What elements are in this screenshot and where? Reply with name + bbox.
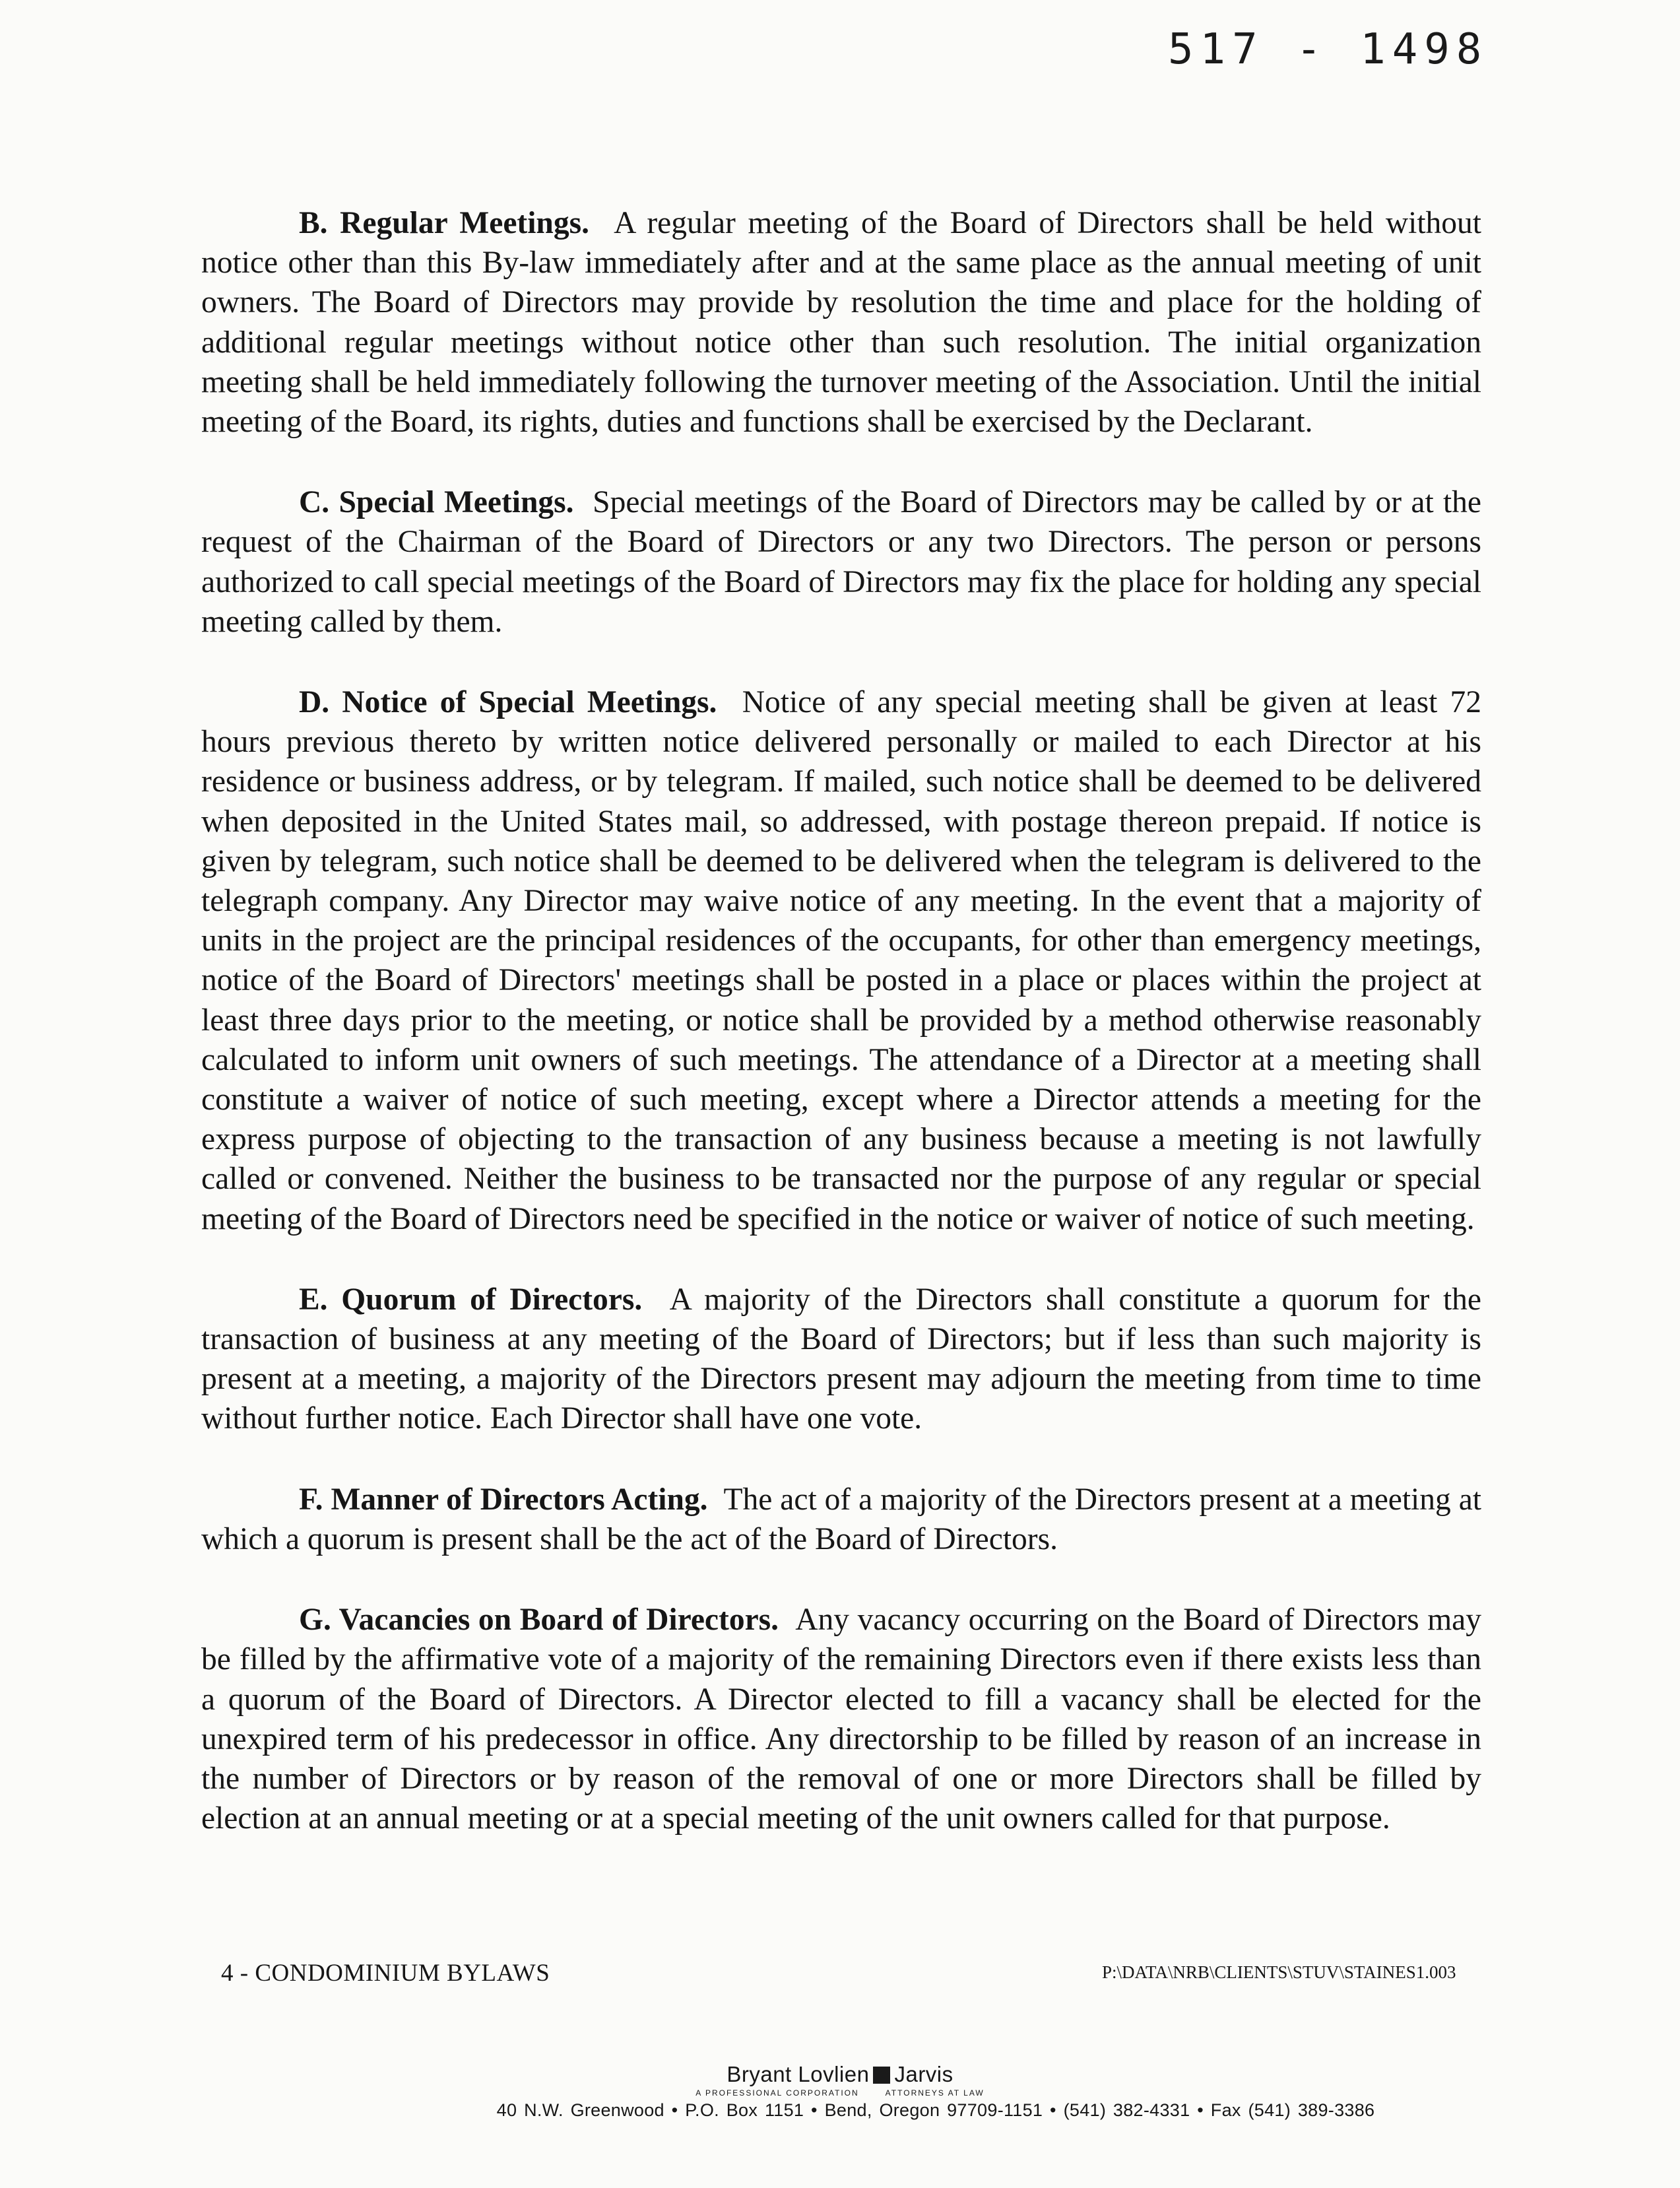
recording-number: 517 - 1498 xyxy=(1168,25,1489,74)
firm-name-left: Bryant Lovlien xyxy=(727,2062,870,2086)
firm-name xyxy=(0,2062,1680,2087)
page-label: 4 - CONDOMINIUM BYLAWS xyxy=(221,1960,550,1987)
section-heading: E. Quorum of Directors. xyxy=(299,1282,643,1317)
firm-subtitle xyxy=(0,2088,1680,2098)
section-manner-of-directors-acting xyxy=(201,1480,1481,1559)
section-text: Special meetings of the Board of Directors may be called by or at the request of the Chairman of the Board of Directors or any two Directors. The person or persons authorized to call special meetings of the Board of Directors may fix the place for holding any special meeting called by them. xyxy=(201,485,1482,639)
bylaws-body xyxy=(201,203,1481,1879)
section-vacancies-on-board xyxy=(201,1600,1481,1838)
section-heading: F. Manner of Directors Acting. xyxy=(299,1482,708,1517)
firm-name-right: Jarvis xyxy=(894,2062,953,2086)
section-heading: C. Special Meetings. xyxy=(299,485,574,520)
section-quorum-of-directors xyxy=(201,1280,1481,1439)
section-text: Notice of any special meeting shall be given at least 72 hours previous thereto by written notice delivered personally or mailed to each Director at his residence or business address, or by telegram. If mailed, such notice shall be deemed to be delivered when deposited in the United States mail, so addressed, with postage thereon prepaid. If notice is given by telegram, such notice shall be deemed to be delivered when the telegram is delivered to the telegraph company. Any Director may waive notice of any meeting. In the event that a majority of units in the project are the principal residences of the occupants, for other than emergency meetings, notice of the Board of Directors' meetings shall be posted in a place or places within the project at least three days prior to the meeting, or notice shall be provided by a method otherwise reasonably calculated to inform unit owners of such meetings. The attendance of a Director at a meeting shall constitute a waiver of notice of such meeting, except where a Director attends a meeting for the express purpose of objecting to the transaction of any business because a meeting is not lawfully called or convened. Neither the business to be transacted nor the purpose of any regular or special meeting of the Board of Directors need be specified in the notice or waiver of notice of such meeting. xyxy=(201,685,1482,1236)
section-regular-meetings xyxy=(201,203,1481,442)
firm-address: 40 N.W. Greenwood • P.O. Box 1151 • Bend, Oregon 97709-1151 • (541) 382-4331 • Fax (541) 389-3386 xyxy=(496,2100,1375,2120)
section-notice-of-special-meetings xyxy=(201,682,1481,1239)
section-heading: B. Regular Meetings. xyxy=(299,206,589,240)
section-special-meetings xyxy=(201,482,1481,642)
section-text: The act of a majority of the Directors present at a meeting at which a quorum is present shall be the act of the Board of Directors. xyxy=(201,1482,1481,1556)
section-text: Any vacancy occurring on the Board of Directors may be filled by the affirmative vote of a majority of the remaining Directors even if there exists less than a quorum of the Board of Directors. A Director elected to fill a vacancy shall be elected for the unexpired term of his predecessor in office. Any directorship to be filled by reason of an increase in the number of Directors or by reason of the removal of one or more Directors shall be filled by election at an annual meeting or at a special meeting of the unit owners called for that purpose. xyxy=(201,1603,1482,1836)
section-text: A regular meeting of the Board of Directors shall be held without notice other than this By-law immediately after and at the same place as the annual meeting of unit owners. The Board of Directors may provide by resolution the time and place for the holding of additional regular meetings without notice other than such resolution. The initial organization meeting shall be held immediately following the turnover meeting of the Association. Until the initial meeting of the Board, its rights, duties and functions shall be exercised by the Declarant. xyxy=(201,206,1482,440)
firm-subtitle-left: A PROFESSIONAL CORPORATION xyxy=(695,2088,859,2098)
section-heading: G. Vacancies on Board of Directors. xyxy=(299,1603,779,1638)
firm-logo-icon xyxy=(873,2067,890,2084)
section-text: A majority of the Directors shall constitute a quorum for the transaction of business at any meeting of the Board of Directors; but if less than such majority is present at a meeting, a majority of the Directors present may adjourn the meeting from time to time without further notice. Each Director shall have one vote. xyxy=(201,1282,1481,1436)
section-heading: D. Notice of Special Meetings. xyxy=(299,685,717,720)
file-path: P:\DATA\NRB\CLIENTS\STUV\STAINES1.003 xyxy=(1102,1962,1456,1982)
firm-subtitle-right: ATTORNEYS AT LAW xyxy=(885,2088,985,2098)
law-firm-letterhead xyxy=(0,2062,1680,2121)
